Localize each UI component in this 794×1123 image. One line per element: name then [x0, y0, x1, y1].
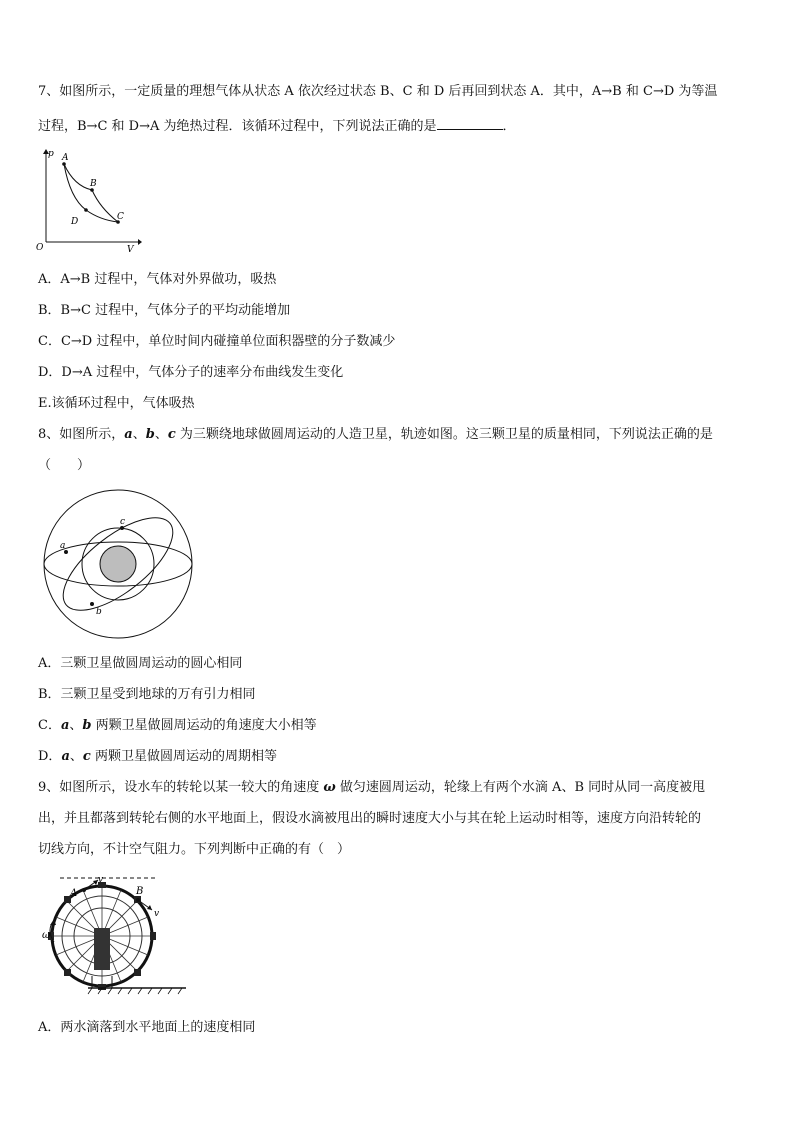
- point-d: [84, 208, 88, 212]
- pv-diagram: [34, 146, 144, 254]
- label-b: B: [90, 179, 97, 189]
- q8-stem-line2: （ ）: [38, 458, 91, 473]
- q8-var-c: c: [167, 427, 176, 442]
- satellite-b: [90, 602, 94, 606]
- v-axis-arrow: [138, 239, 142, 245]
- q9-stem-text-2: 做匀速圆周运动，轮缘上有两个水滴 A、B 同时从同一高度被甩: [335, 780, 706, 795]
- q8-var-b: b: [145, 427, 155, 442]
- q8-sep-1: 、: [132, 427, 146, 442]
- q8-stem-line1: [38, 427, 713, 443]
- q9-stem-text-1: 9、如图所示，设水车的转轮以某一较大的角速度: [38, 780, 324, 795]
- q8-option-d-var1: a: [61, 749, 70, 764]
- label-c: c: [120, 517, 126, 527]
- q7-option-e: E.该循环过程中，气体吸热: [38, 396, 195, 411]
- q7-stem-text: 过程，B→C 和 D→A 为绝热过程．该循环过程中，下列说法正确的是: [38, 119, 437, 134]
- q7-stem-end: ．: [502, 119, 516, 134]
- q7-option-c: C．C→D 过程中，单位时间内碰撞单位面积器壁的分子数减少: [38, 334, 396, 349]
- q7-stem-line1: 7、如图所示，一定质量的理想气体从状态 A 依次经过状态 B、C 和 D 后再回到状态 A．其中，A→B 和 C→D 为等温: [38, 84, 718, 99]
- q8-option-d-var2: c: [82, 749, 91, 764]
- omega-label: ω: [42, 930, 51, 941]
- q9-omega: ω: [323, 780, 336, 795]
- p-axis-label: p: [48, 149, 54, 159]
- label-a: A: [70, 888, 78, 899]
- q7-option-b: B．B→C 过程中，气体分子的平均动能增加: [38, 303, 291, 318]
- q8-option-c-var1: a: [60, 718, 70, 733]
- q8-var-a: a: [124, 427, 133, 442]
- q8-option-c-sep: 、: [69, 718, 83, 733]
- q8-option-d: [38, 749, 277, 765]
- q8-option-c-prefix: C．: [38, 718, 61, 733]
- q8-option-c: [38, 718, 317, 734]
- answer-blank: [437, 117, 503, 130]
- label-d: D: [71, 217, 79, 227]
- q8-sep-2: 、: [154, 427, 168, 442]
- q8-stem-prefix: 8、如图所示，: [38, 427, 125, 442]
- q8-option-d-prefix: D．: [38, 749, 62, 764]
- q9-stem-line2: 出，并且都落到转轮右侧的水平地面上，假设水滴被甩出的瞬时速度大小与其在轮上运动时相等，速度方向沿转轮的: [38, 811, 702, 826]
- q8-stem-suffix: 为三颗绕地球做圆周运动的人造卫星，轨迹如图。这三颗卫星的质量相同，下列说法正确的是: [175, 427, 713, 442]
- label-a: a: [60, 541, 66, 551]
- label-a: A: [62, 153, 69, 163]
- isotherm-ab: [64, 164, 92, 190]
- satellite-orbits-diagram: [40, 484, 200, 644]
- velocity-b-label: v: [154, 909, 160, 919]
- q8-option-d-text: 两颗卫星做圆周运动的周期相等: [90, 749, 277, 764]
- wheel-hub: [94, 928, 110, 970]
- q8-option-a: A．三颗卫星做圆周运动的圆心相同: [38, 656, 243, 671]
- q7-option-a: A．A→B 过程中，气体对外界做功，吸热: [38, 272, 277, 287]
- velocity-a-label: v: [98, 875, 104, 885]
- origin-label: O: [36, 243, 44, 253]
- q9-option-a: A．两水滴落到水平地面上的速度相同: [38, 1020, 256, 1035]
- q8-option-c-var2: b: [82, 718, 92, 733]
- q7-option-d: D．D→A 过程中，气体分子的速率分布曲线发生变化: [38, 365, 344, 380]
- label-b: B: [136, 886, 144, 897]
- earth: [100, 546, 136, 582]
- q9-stem-line1: [38, 780, 705, 796]
- q8-option-b: B．三颗卫星受到地球的万有引力相同: [38, 687, 256, 702]
- waterwheel-diagram: [40, 872, 190, 998]
- v-axis-label: V: [127, 245, 134, 254]
- q8-option-d-sep: 、: [69, 749, 83, 764]
- q9-stem-line3: 切线方向，不计空气阻力。下列判断中正确的有（ ）: [38, 842, 351, 857]
- adiabat-bc: [92, 190, 118, 222]
- q8-option-c-text: 两颗卫星做圆周运动的角速度大小相等: [91, 718, 317, 733]
- label-b: b: [96, 607, 102, 617]
- isotherm-cd: [86, 210, 118, 222]
- q7-stem-line2: [38, 117, 516, 135]
- label-c: C: [117, 212, 124, 222]
